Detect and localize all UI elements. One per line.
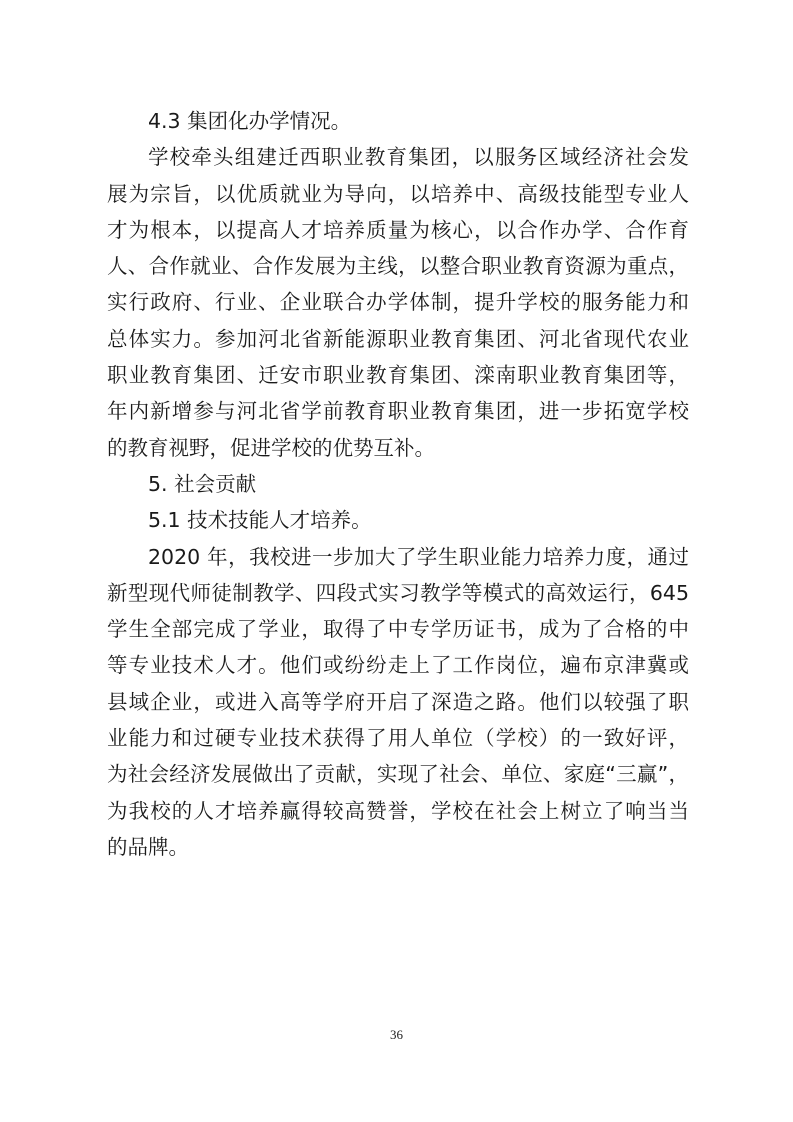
paragraph-line: 人、合作就业、合作发展为主线，以整合职业教育资源为重点， — [107, 254, 689, 279]
paragraph-line: 学生全部完成了学业，取得了中专学历证书，成为了合格的中 — [107, 617, 689, 642]
paragraph-line: 的品牌。 — [107, 834, 189, 859]
page-body — [107, 103, 689, 865]
paragraph-talent-training — [107, 539, 689, 866]
page-number: 36 — [390, 1027, 403, 1042]
paragraph-line: 展为宗旨，以优质就业为导向，以培养中、高级技能型专业人 — [107, 181, 689, 206]
section-heading-4-3: 4.3 集团化办学情况。 — [148, 109, 352, 133]
section-heading-5-1: 5.1 技术技能人才培养。 — [148, 508, 372, 533]
section-heading-5: 5. 社会贡献 — [148, 471, 257, 496]
paragraph-line: 为社会经济发展做出了贡献，实现了社会、单位、家庭“三赢”， — [107, 762, 689, 787]
paragraph-line: 业能力和过硬专业技术获得了用人单位（学校）的一致好评， — [107, 726, 689, 751]
paragraph-line: 年内新增参与河北省学前教育职业教育集团，进一步拓宽学校 — [107, 399, 689, 424]
paragraph-group-training — [107, 139, 689, 466]
paragraph-line: 等专业技术人才。他们或纷纷走上了工作岗位，遍布京津冀或 — [107, 653, 689, 678]
paragraph-line: 学校牵头组建迁西职业教育集团，以服务区域经济社会发 — [148, 145, 689, 170]
paragraph-line: 总体实力。参加河北省新能源职业教育集团、河北省现代农业 — [107, 326, 689, 351]
paragraph-line: 职业教育集团、迁安市职业教育集团、滦南职业教育集团等， — [107, 363, 689, 388]
paragraph-line: 为我校的人才培养赢得较高赞誉，学校在社会上树立了响当当 — [107, 798, 689, 823]
paragraph-line: 实行政府、行业、企业联合办学体制，提升学校的服务能力和 — [107, 290, 689, 315]
paragraph-line: 的教育视野，促进学校的优势互补。 — [107, 435, 435, 460]
paragraph-line: 才为根本，以提高人才培养质量为核心，以合作办学、合作育 — [107, 217, 689, 242]
paragraph-line: 县域企业，或进入高等学府开启了深造之路。他们以较强了职 — [107, 689, 689, 714]
paragraph-line: 2020 年，我校进一步加大了学生职业能力培养力度，通过 — [148, 544, 689, 569]
paragraph-line: 新型现代师徒制教学、四段式实习教学等模式的高效运行，645 — [107, 580, 689, 605]
